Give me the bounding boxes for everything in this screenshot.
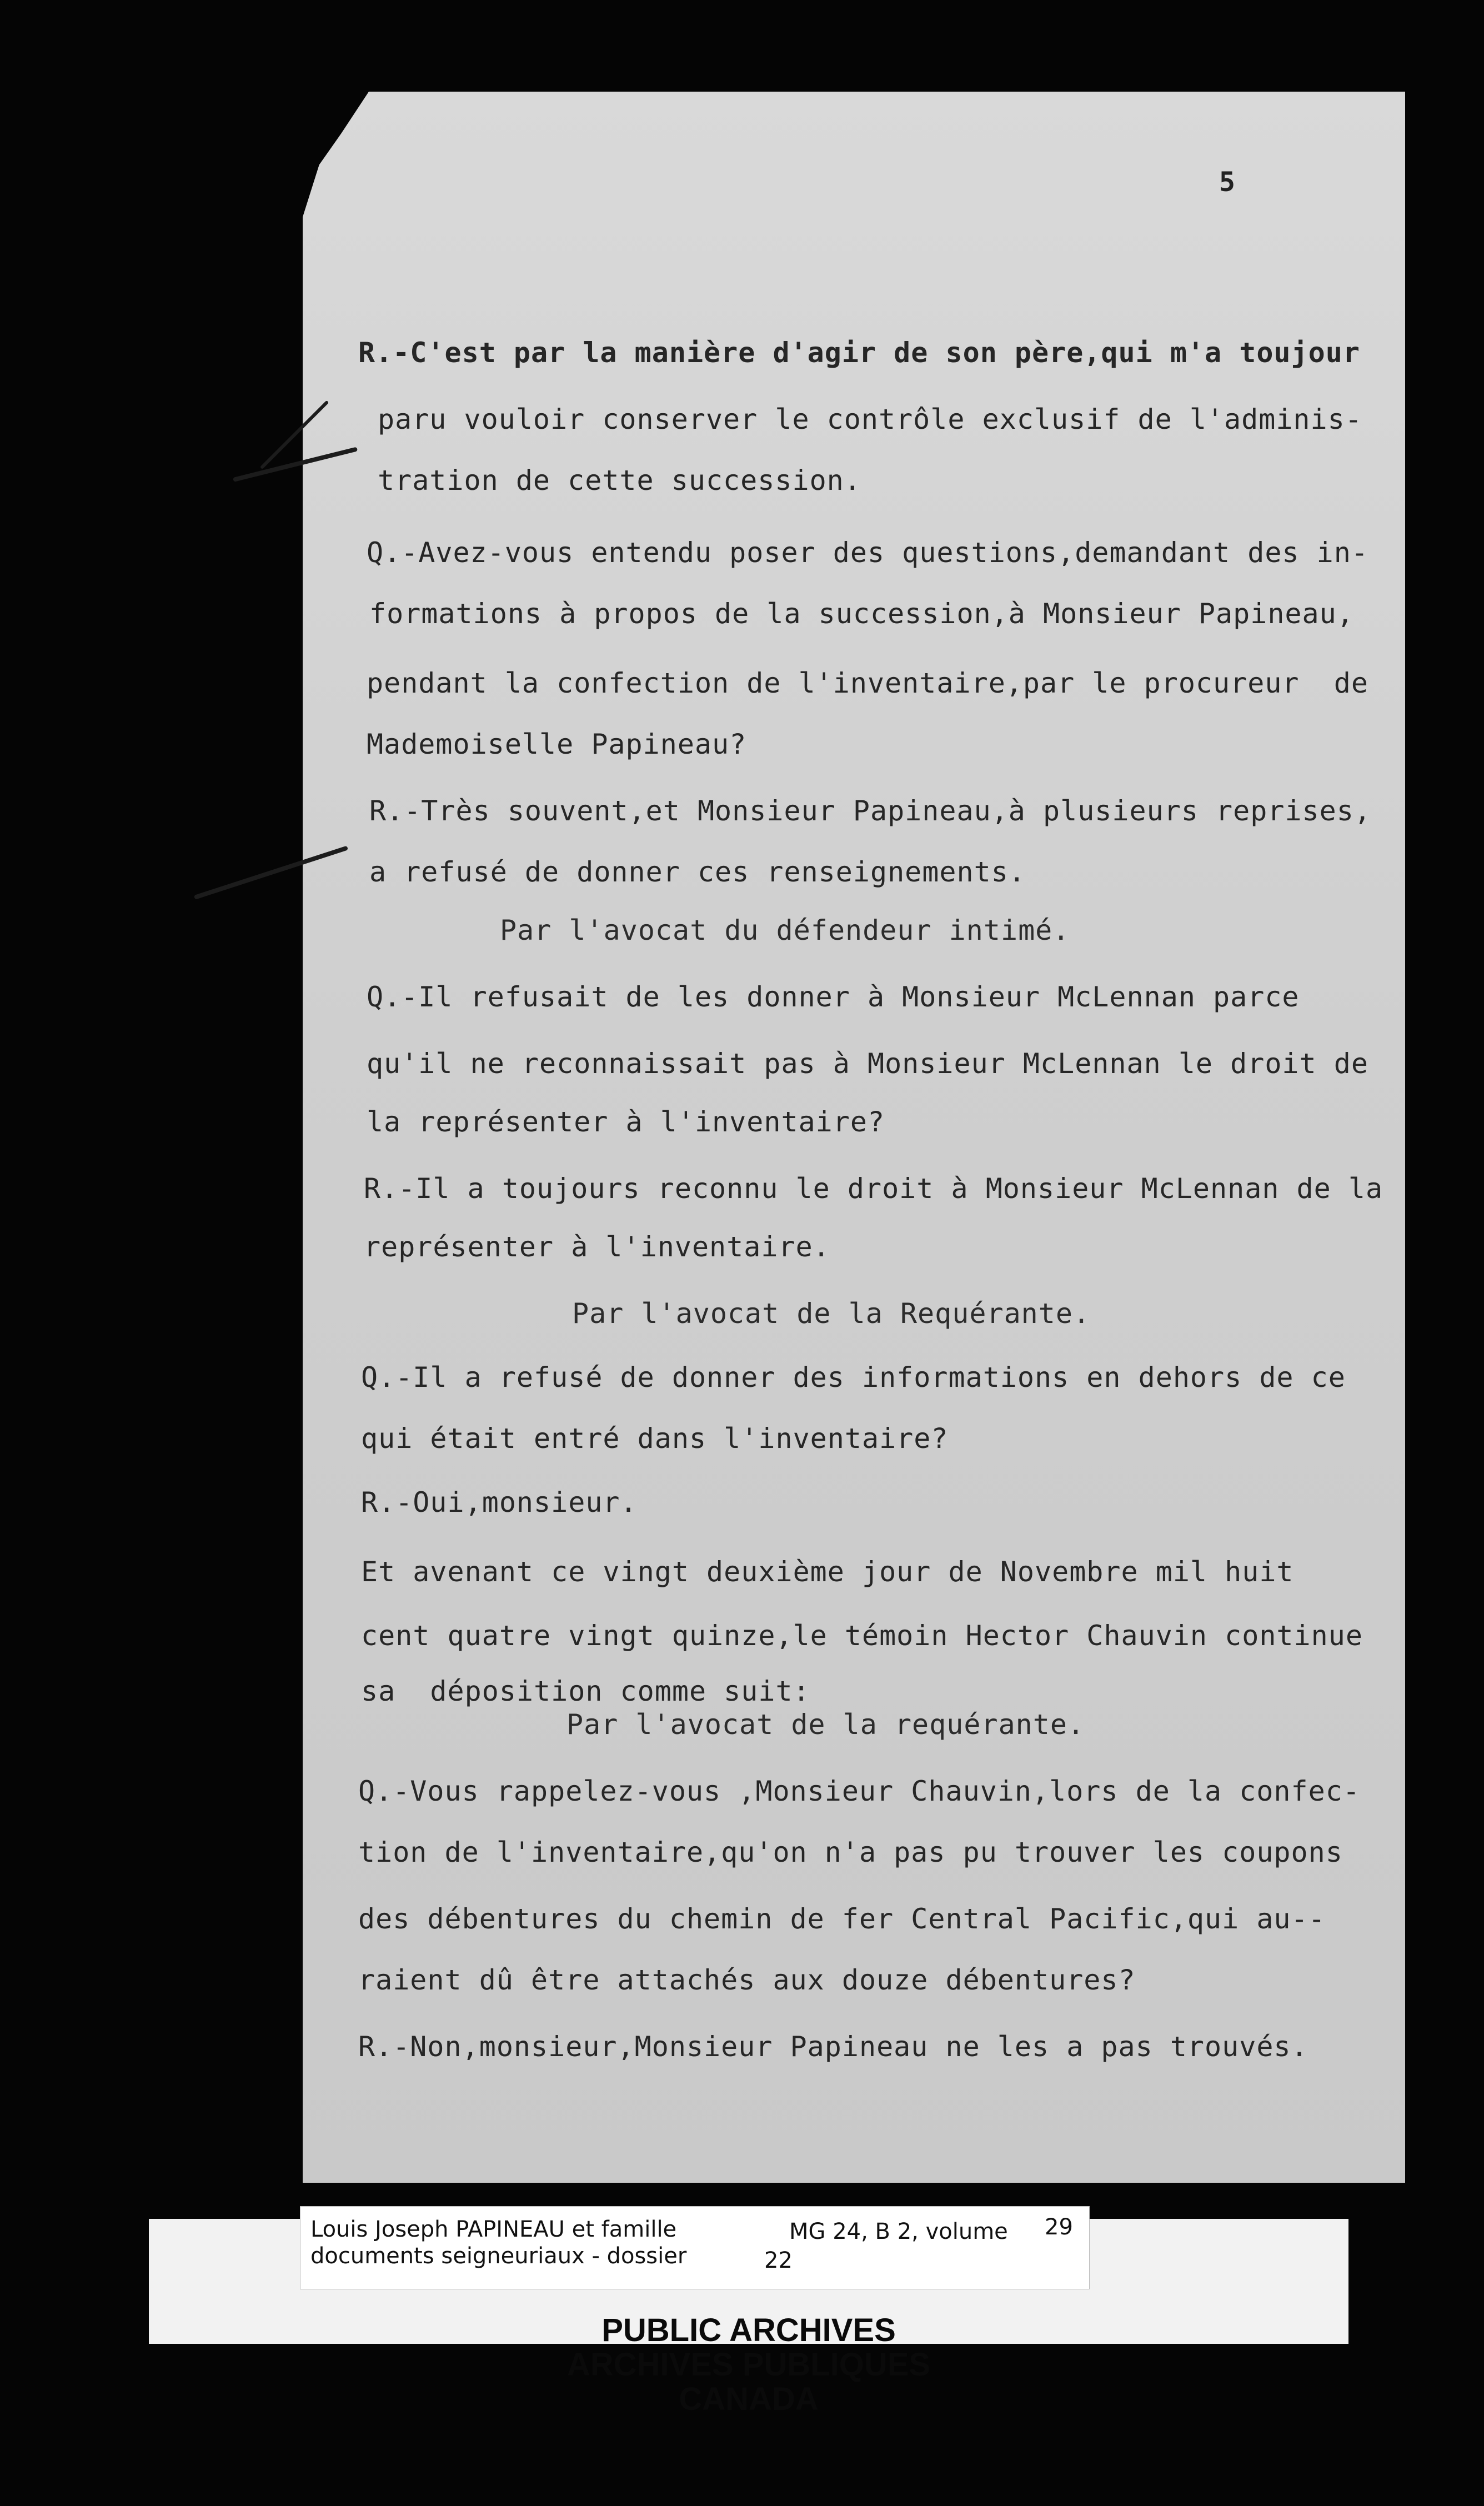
text-line: paru vouloir conserver le contrôle exclusif de l'adminis- (378, 403, 1362, 435)
archive-name-fr: ARCHIVES PUBLIQUES (566, 2347, 931, 2383)
fonds-reference: MG 24, B 2, volume (789, 2219, 1008, 2244)
text-line: la représenter à l'inventaire? (367, 1106, 885, 1138)
text-line: tion de l'inventaire,qu'on n'a pas pu trouver les coupons (358, 1836, 1343, 1868)
collection-title: Louis Joseph PAPINEAU et famille (310, 2217, 677, 2242)
section-heading: Par l'avocat de la Requérante. (572, 1297, 1091, 1330)
dossier-number: 22 (764, 2248, 793, 2273)
section-heading: Par l'avocat de la requérante. (566, 1708, 1085, 1741)
text-line: cent quatre vingt quinze,le témoin Hector Chauvin continue (361, 1620, 1363, 1652)
archive-stamp (149, 2313, 1348, 2417)
reference-card (300, 2206, 1090, 2289)
text-line: R.-Il a toujours reconnu le droit à Monsieur McLennan de la (364, 1172, 1383, 1205)
page-number: 5 (1219, 167, 1235, 198)
section-heading: Par l'avocat du défendeur intimé. (500, 914, 1070, 946)
text-line: sa déposition comme suit: (361, 1675, 810, 1707)
archive-country: CANADA (679, 2381, 819, 2417)
text-line: Q.-Avez-vous entendu poser des questions,demandant des in- (367, 537, 1368, 569)
text-line: représenter à l'inventaire. (364, 1231, 830, 1263)
text-line: raient dû être attachés aux douze débentures? (358, 1964, 1136, 1996)
volume-number: 29 (1045, 2214, 1073, 2240)
text-line: R.-Non,monsieur,Monsieur Papineau ne les a pas trouvés. (358, 2031, 1308, 2063)
archive-name-en: PUBLIC ARCHIVES (601, 2312, 896, 2348)
text-line: qu'il ne reconnaissait pas à Monsieur McLennan le droit de (367, 1047, 1368, 1080)
collection-subtitle: documents seigneuriaux - dossier (310, 2243, 687, 2269)
text-line: a refusé de donner ces renseignements. (369, 856, 1026, 888)
text-line: Q.-Il refusait de les donner à Monsieur McLennan parce (367, 981, 1300, 1013)
text-line: R.-C'est par la manière d'agir de son père,qui m'a toujour (358, 337, 1360, 369)
text-line: des débentures du chemin de fer Central Pacific,qui au-- (358, 1903, 1326, 1935)
text-line: qui était entré dans l'inventaire? (361, 1422, 949, 1455)
text-line: Q.-Il a refusé de donner des informations en dehors de ce (361, 1361, 1346, 1394)
text-line: R.-Oui,monsieur. (361, 1486, 638, 1518)
text-line: Et avenant ce vingt deuxième jour de Novembre mil huit (361, 1556, 1294, 1588)
text-line: R.-Très souvent,et Monsieur Papineau,à plusieurs reprises, (369, 795, 1371, 827)
text-line: Q.-Vous rappelez-vous ,Monsieur Chauvin,lors de la confec- (358, 1775, 1360, 1807)
text-line: tration de cette succession. (378, 464, 861, 497)
text-line: pendant la confection de l'inventaire,par le procureur de (367, 667, 1368, 699)
text-line: Mademoiselle Papineau? (367, 728, 747, 760)
text-line: formations à propos de la succession,à Monsieur Papineau, (369, 598, 1354, 630)
